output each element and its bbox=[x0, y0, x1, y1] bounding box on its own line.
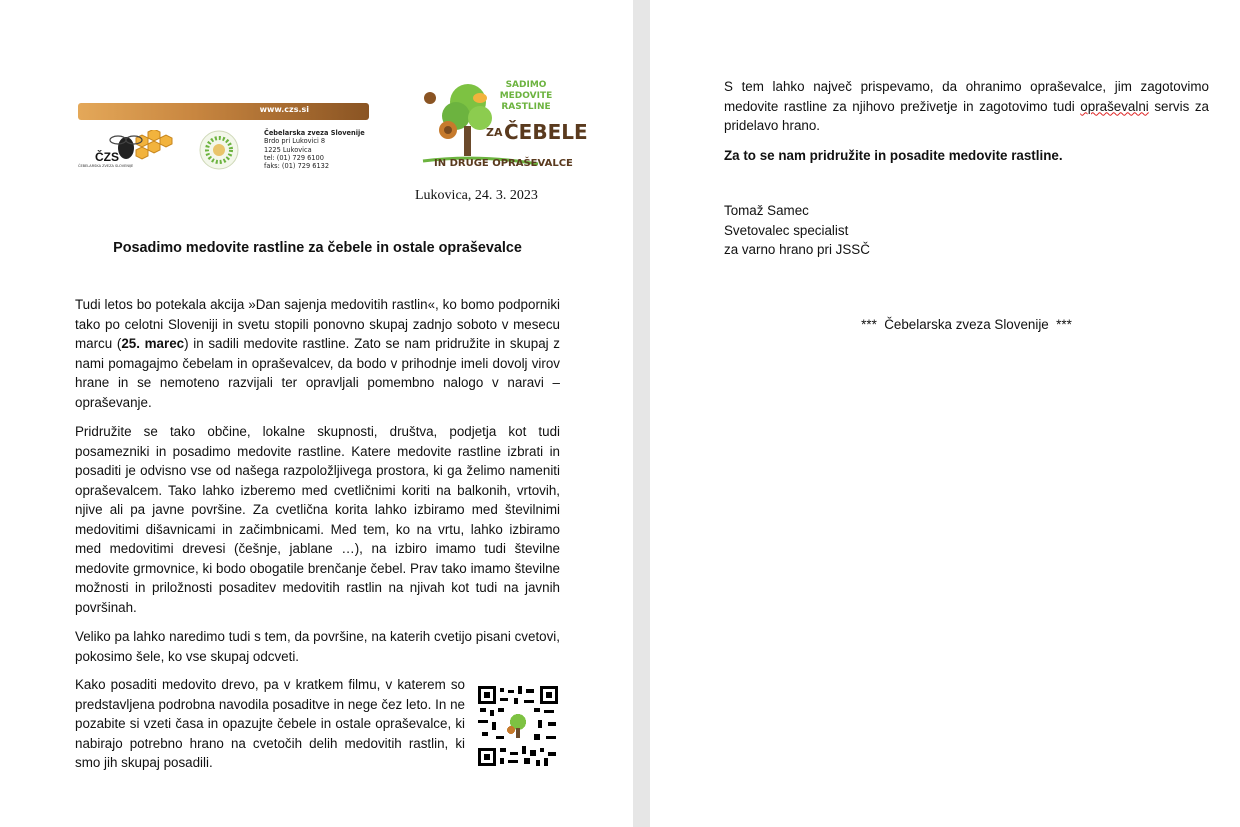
document-footer: *** Čebelarska zveza Slovenije *** bbox=[861, 317, 1072, 332]
address-line: 1225 Lukovica bbox=[264, 145, 312, 154]
signature-line: Tomaž Samec bbox=[724, 203, 809, 218]
paragraph-bold: Za to se nam pridružite in posadite medovite rastline. bbox=[724, 147, 1063, 163]
campaign-line: ZA bbox=[486, 126, 503, 139]
address-line: faks: (01) 729 6132 bbox=[264, 162, 330, 171]
text-run: Tudi letos bo potekala akcija »Dan sajenja medovitih rastlin«, ko bomo podporniki tako po celotni Sloveniji in svetu stopili ponovno skupaj zadnjo soboto v mesecu marcu ( bbox=[75, 297, 560, 351]
document-body-page2 bbox=[724, 77, 1209, 175]
signature-line: za varno hrano pri JSSČ bbox=[724, 242, 870, 257]
campaign-line: MEDOVITE bbox=[499, 91, 553, 101]
campaign-line: SADIMO bbox=[505, 80, 547, 90]
letterhead-bar bbox=[78, 103, 369, 120]
campaign-line: RASTLINE bbox=[501, 102, 551, 112]
spelling-marked-word[interactable]: opraševalni bbox=[1080, 98, 1149, 114]
document-date: Lukovica, 24. 3. 2023 bbox=[415, 188, 538, 203]
paragraph bbox=[724, 77, 1209, 136]
page-gutter bbox=[633, 0, 650, 827]
website-link[interactable]: www.czs.si bbox=[259, 105, 309, 114]
paragraph: Pridružite se tako občine, lokalne skupnosti, društva, podjetja kot tudi posamezniki in posadimo medovite rastline. Katere medovite rastline izbrati in posaditi je odvisno vse od našega razpoložljivega prostora, ki ga želimo nameniti opraševalcem. Tako lahko izberemo med cvetličnimi koriti na balkonih, vrtovih, njive ali pa javne površine. Za cvetlična korita lahko izbiramo med številnimi medovitimi dišavnicami in začimbnicami. Med tem, ko na vrtu, lahko izbiramo med medovitimi drevesi (češnje, jablane …), na izbiro imamo tudi številne medovite grmovnice, ki bodo obogatile brenčanje čebel. Prav tako imamo številne možnosti in priložnosti posaditev medovitih rastlin na njivah kot tudi na javnih površinah. bbox=[75, 424, 560, 615]
address-line: tel: (01) 729 6100 bbox=[264, 153, 324, 162]
paragraph: Kako posaditi medovito drevo, pa v kratkem filmu, v katerem so predstavljena podrobna navodila posaditve in nege čez leto. In ne pozabite si vzeti časa in opazujte čebele in ostale opraševalce, ki nabirajo potrebno hrano na cvetočih delih medovitih rastlin, ki smo jih skupaj posadili. bbox=[75, 677, 465, 770]
signature-block bbox=[724, 201, 1024, 260]
paragraph bbox=[75, 295, 560, 412]
document-body bbox=[75, 295, 560, 676]
signature-line: Svetovalec specialist bbox=[724, 222, 849, 238]
bold-date: 25. marec bbox=[121, 336, 185, 351]
czs-logo-subtext: ČEBELARSKA ZVEZA SLOVENIJE bbox=[78, 164, 134, 168]
emblem-icon bbox=[199, 130, 239, 170]
campaign-line: ČEBELE bbox=[504, 120, 588, 144]
document-title: Posadimo medovite rastline za čebele in ostale opraševalce bbox=[113, 240, 522, 256]
text-run: S tem lahko največ prispevamo, da ohranimo opraševalce, jim zagotovimo medovite rastline za njihovo preživetje in zagotovimo tudi bbox=[724, 79, 1209, 114]
address-block bbox=[264, 129, 365, 170]
campaign-line: IN DRUGE OPRAŠEVALCE bbox=[434, 158, 573, 169]
paragraph: Veliko pa lahko naredimo tudi s tem, da površine, na katerih cvetijo pisani cvetovi, pokosimo šele, ko vse skupaj odcveti. bbox=[75, 629, 560, 664]
campaign-logo bbox=[418, 76, 588, 178]
org-name: Čebelarska zveza Slovenije bbox=[264, 129, 365, 137]
document-body-qr-paragraph bbox=[75, 675, 465, 783]
text-run: ) in sadili medovite rastline. Zato se nam pridružite in skupaj z nami pomagajmo čebelam in opraševalcev, da bodo v prihodnje imeli dovolj virov hrane in se nemoteno razvijali ter opravljali pomembno nalogo v naravi – opraševanje. bbox=[75, 336, 560, 410]
qr-code[interactable] bbox=[478, 686, 558, 766]
text-run: servis za pridelavo hrano. bbox=[724, 98, 1209, 133]
czs-logo-text: ČZS bbox=[95, 150, 119, 164]
document-page-2 bbox=[650, 0, 1240, 827]
address-line: Brdo pri Lukovici 8 bbox=[264, 137, 326, 146]
